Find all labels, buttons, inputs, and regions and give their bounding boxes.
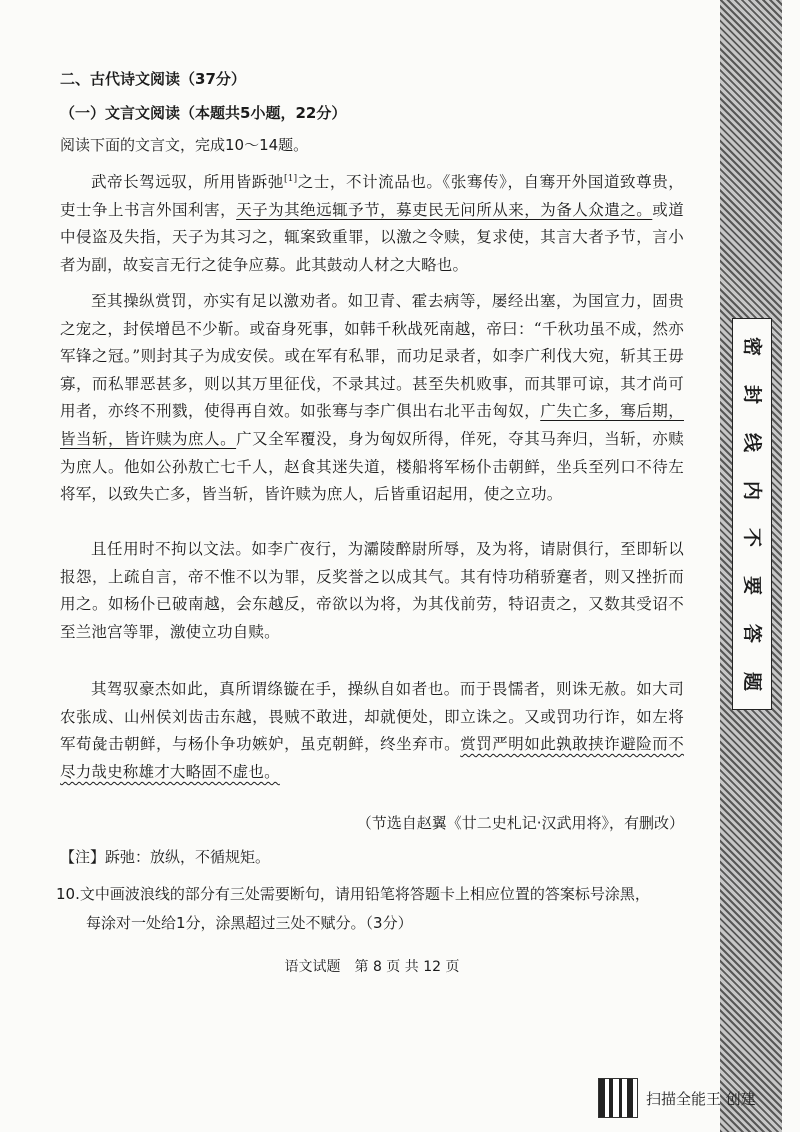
seal-char-0: 密 <box>741 336 764 357</box>
p4-wavy-underlined-sentence: 赏罚严明如此孰敢挟诈避险而不尽力哉史称雄才大略固不虚也。 <box>60 735 684 781</box>
source-citation: （节选自赵翼《廿二史札记·汉武用将》，有删改） <box>356 814 684 832</box>
page-footer: 语文试题 第 8 页 共 12 页 <box>284 959 460 975</box>
p1-underlined-sentence: 天子为其绝远辄予节，募吏民无问所从来，为备人众遣之。 <box>236 200 653 219</box>
passage-paragraph-1 <box>60 166 684 280</box>
seal-char-6: 答 <box>741 624 764 644</box>
seal-char-7: 题 <box>741 671 764 691</box>
watermark-text: 扫描全能王 创建 <box>646 1089 756 1108</box>
p1-text-b: 之士，不计流品也。《张骞传》，自骞开外国道致尊贵，吏士争上书言外国利害， <box>60 173 684 219</box>
p2-underlined-sentence: 广失亡多，骞后期，皆当斩，皆许赎为庶人。 <box>60 402 684 448</box>
p2-text-b: 广又全军覆没，身为匈奴所得，佯死，夺其马奔归，当斩，亦赎为庶人。他如公孙敖亡七千人，赵食其迷失道，楼船将军杨仆击朝鲜，坐兵至列口不待左将军，以致失亡多，皆当斩，皆许赎为庶人，后皆重诏起用，使之立功。 <box>60 429 685 504</box>
p1-text-a: 武帝长驾远驭，所用皆跅弛 <box>91 173 285 192</box>
footnote: 【注】跅弛：放纵，不循规矩。 <box>60 848 271 866</box>
question-10-line-2: 每涂对一处给1分，涂黑超过三处不赋分。（3分） <box>86 914 413 932</box>
p1-text-c: 或道中侵盗及失指，天子为其习之，辄案致重罪，以激之令赎，复求使，其言大者予节，言小者为副，故妄言无行之徒争应募。此其鼓动人材之大略也。 <box>60 200 685 274</box>
seal-line-notice <box>732 318 772 710</box>
qr-code-icon <box>598 1078 638 1118</box>
question-10-line-1: 10.文中画波浪线的部分有三处需要断句，请用铅笔将答题卡上相应位置的答案标号涂黑， <box>56 885 650 903</box>
seal-char-2: 线 <box>741 432 764 452</box>
p4-text-a: 其驾驭豪杰如此，真所谓绦镟在手，操纵自如者也。而于畏懦者，则诛无赦。如大司农张成、山州侯刘齿击东越，畏贼不敢进，却就便处，即立诛之。又或罚功行诈，如左将军荀彘击朝鲜，与杨仆争功嫉妒，虽克朝鲜，终坐弃市。 <box>60 680 684 754</box>
passage-paragraph-4 <box>60 676 684 786</box>
footnote-marker: [1] <box>284 174 298 184</box>
scanner-watermark <box>598 1078 756 1118</box>
seal-char-5: 要 <box>741 576 764 596</box>
p3-text-a: 且任用时不拘以文法。如李广夜行，为灞陵醉尉所辱，及为将，请尉俱行，至即斩以报怨，上疏自言，帝不惟不以为罪，反奖誉之以成其气。其有恃功稍骄蹇者，则又挫折而用之。如杨仆已破南越，会东越反，帝欲以为将，为其伐前劳，特诏责之，又数其受诏不至兰池宫等罪，激使立功自赎。 <box>60 540 684 641</box>
subsection-heading: （一）文言文阅读（本题共5小题，22分） <box>60 104 347 122</box>
instruction-text: 阅读下面的文言文，完成10～14题。 <box>60 136 309 154</box>
seal-char-3: 内 <box>741 480 764 500</box>
seal-char-1: 封 <box>741 384 764 404</box>
passage-paragraph-3 <box>60 536 684 646</box>
seal-char-4: 不 <box>741 528 764 548</box>
p2-text-a: 至其操纵赏罚，亦实有足以激劝者。如卫青、霍去病等，屡经出塞，为国宣力，固贵之宠之，封侯增邑不少靳。或奋身死事，如韩千秋战死南越，帝曰：“千秋功虽不成，然亦军锋之冠。”则封其子为成安侯。或在军有私罪，而功足录者，如李广利伐大宛，斩其王毋寡，而私罪恶甚多，则以其万里征伐，不录其过。甚至失机败事，而其罪可谅，其才尚可用者，亦终不刑戮，使得再自效。如张骞与李广俱出右北平击匈奴， <box>60 292 684 421</box>
passage-paragraph-2 <box>60 288 684 509</box>
section-heading: 二、古代诗文阅读（37分） <box>60 70 246 88</box>
question-10 <box>56 880 696 938</box>
